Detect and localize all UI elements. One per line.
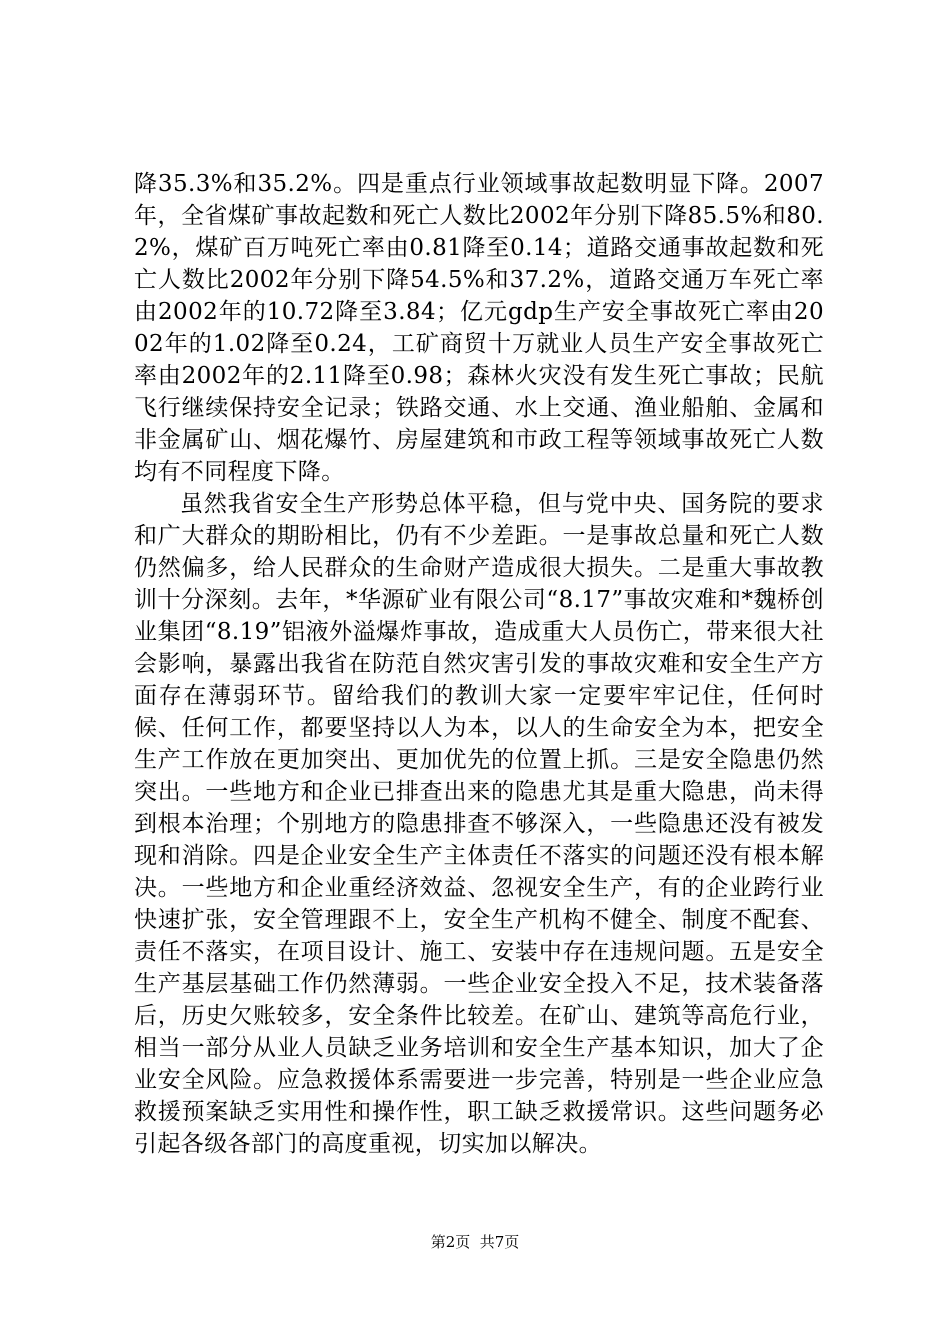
document-body bbox=[134, 168, 824, 1160]
page-footer bbox=[0, 1232, 950, 1252]
paragraph-shortcomings: 虽然我省安全生产形势总体平稳，但与党中央、国务院的要求和广大群众的期盼相比，仍有不少差距。一是事故总量和死亡人数仍然偏多，给人民群众的生命财产造成很大损失。二是重大事故教训十分深刻。去年，*华源矿业有限公司“8.17”事故灾难和*魏桥创业集团“8.19”铝液外溢爆炸事故，造成重大人员伤亡，带来很大社会影响，暴露出我省在防范自然灾害引发的事故灾难和安全生产方面存在薄弱环节。留给我们的教训大家一定要牢牢记住，任何时候、任何工作，都要坚持以人为本，以人的生命安全为本，把安全生产工作放在更加突出、更加优先的位置上抓。三是安全隐患仍然突出。一些地方和企业已排查出来的隐患尤其是重大隐患，尚未得到根本治理；个别地方的隐患排查不够深入，一些隐患还没有被发现和消除。四是企业安全生产主体责任不落实的问题还没有根本解决。一些地方和企业重经济效益、忽视安全生产，有的企业跨行业快速扩张，安全管理跟不上，安全生产机构不健全、制度不配套、责任不落实，在项目设计、施工、安装中存在违规问题。五是安全生产基层基础工作仍然薄弱。一些企业安全投入不足，技术装备落后，历史欠账较多，安全条件比较差。在矿山、建筑等高危行业，相当一部分从业人员缺乏业务培训和安全生产基本知识，加大了企业安全风险。应急救援体系需要进一步完善，特别是一些企业应急救援预案缺乏实用性和操作性，职工缺乏救援常识。这些问题务必引起各级各部门的高度重视，切实加以解决。 bbox=[134, 491, 824, 1157]
page-number-label: 第2页 共7页 bbox=[430, 1233, 520, 1251]
paragraph-continuation: 降35.3%和35.2%。四是重点行业领域事故起数明显下降。2007年，全省煤矿事故起数和死亡人数比2002年分别下降85.5%和80.2%，煤矿百万吨死亡率由0.81降至0.14；道路交通事故起数和死亡人数比2002年分别下降54.5%和37.2%，道路交通万车死亡率由2002年的10.72降至3.84；亿元gdp生产安全事故死亡率由2002年的1.02降至0.24，工矿商贸十万就业人员生产安全事故死亡率由2002年的2.11降至0.98；森林火灾没有发生死亡事故；民航飞行继续保持安全记录；铁路交通、水上交通、渔业船舶、金属和非金属矿山、烟花爆竹、房屋建筑和市政工程等领域事故死亡人数均有不同程度下降。 bbox=[134, 171, 824, 485]
